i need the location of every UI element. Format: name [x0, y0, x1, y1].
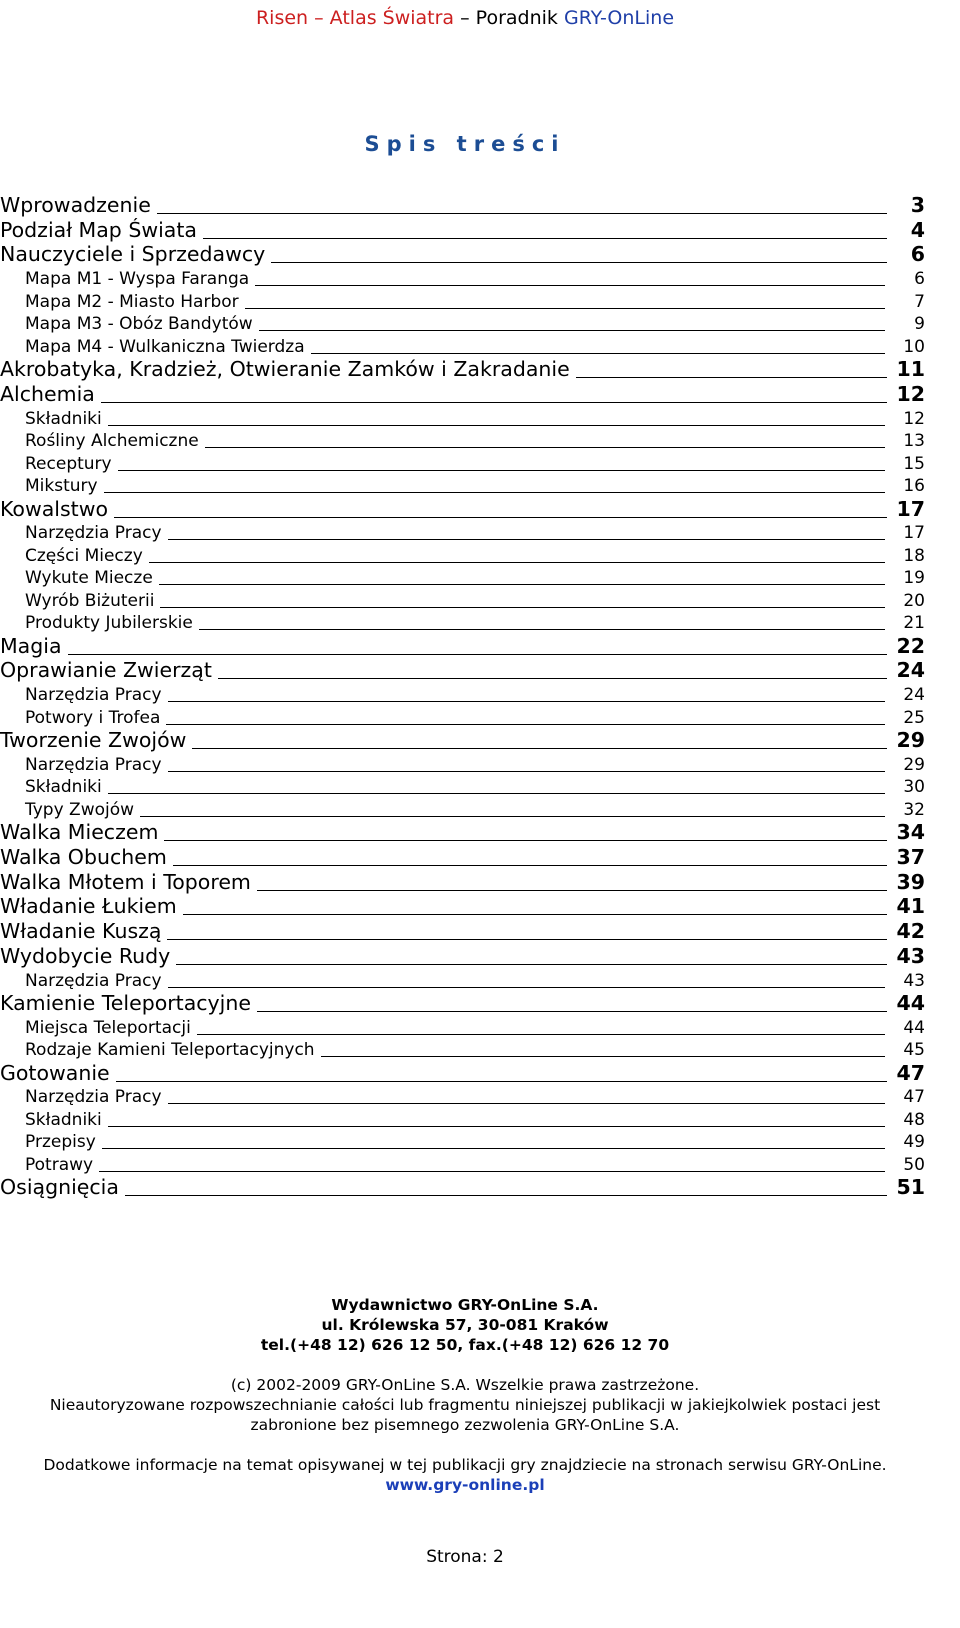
- toc-subentry[interactable]: [0, 451, 925, 474]
- toc-subentry[interactable]: [0, 334, 925, 357]
- toc-entry-label: Kamienie Teleportacyjne: [0, 991, 251, 1015]
- toc-entry[interactable]: [0, 990, 925, 1015]
- toc-entry-page: 42: [896, 919, 925, 944]
- toc-subentry[interactable]: [0, 520, 925, 543]
- footer-notice-line2: zabronione bez pisemnego zezwolenia GRY-OnLine S.A.: [250, 1416, 680, 1434]
- toc-entry-page: 24: [903, 685, 925, 706]
- toc-leader-line: [140, 816, 885, 817]
- footer-phone: tel.(+48 12) 626 12 50, fax.(+48 12) 626 12 70: [260, 1336, 670, 1354]
- toc-entry-page: 44: [903, 1017, 925, 1038]
- toc-subentry[interactable]: [0, 428, 925, 451]
- toc-entry-page: 22: [896, 633, 925, 658]
- toc-entry-page: 49: [903, 1132, 925, 1153]
- toc-entry[interactable]: [0, 918, 925, 943]
- toc-leader-line: [68, 654, 887, 655]
- toc-entry-page: 9: [914, 314, 925, 335]
- toc-entry-label: Narzędzia Pracy: [25, 970, 162, 991]
- toc-entry-label: Potwory i Trofea: [25, 707, 161, 728]
- toc-leader-line: [173, 865, 887, 866]
- toc-entry-label: Walka Mieczem: [0, 820, 159, 845]
- page-number: Strona: 2: [426, 1547, 504, 1567]
- header-subtitle: – Poradnik: [460, 7, 558, 29]
- toc-leader-line: [321, 1056, 885, 1057]
- toc-entry-label: Przepisy: [25, 1132, 96, 1153]
- toc-entry-label: Magia: [0, 633, 62, 658]
- toc-leader-line: [108, 425, 885, 426]
- toc-entry-label: Składniki: [25, 408, 102, 429]
- toc-entry-page: 11: [896, 357, 925, 382]
- toc-entry-label: Władanie Łukiem: [0, 894, 177, 919]
- toc-leader-line: [108, 1126, 885, 1127]
- toc-entry-page: 19: [903, 568, 925, 589]
- toc-leader-line: [125, 1195, 887, 1196]
- toc-entry-label: Alchemia: [0, 381, 95, 406]
- toc-leader-line: [218, 678, 887, 679]
- toc-leader-line: [176, 964, 887, 965]
- toc-entry[interactable]: [0, 633, 925, 658]
- toc-entry[interactable]: [0, 192, 925, 217]
- toc-entry-page: 16: [903, 476, 925, 496]
- toc-entry-label: Tworzenie Zwojów: [0, 728, 187, 753]
- toc-leader-line: [157, 213, 887, 214]
- toc-leader-line: [160, 607, 885, 608]
- toc-entry-page: 20: [903, 590, 925, 611]
- toc-entry-label: Potrawy: [25, 1154, 94, 1175]
- toc-subentry[interactable]: [0, 752, 925, 775]
- toc-entry-page: 15: [903, 453, 925, 474]
- toc-entry[interactable]: [0, 1060, 925, 1085]
- toc-entry-label: Walka Obuchem: [0, 845, 167, 869]
- toc-leader-line: [99, 1171, 885, 1172]
- header-title: Risen – Atlas Światra: [255, 7, 455, 29]
- toc-subentry[interactable]: [0, 1037, 925, 1060]
- toc-subentry[interactable]: [0, 1015, 925, 1038]
- footer-info: Dodatkowe informacje na temat opisywanej w tej publikacji gry znajdziecie na stronach serwisu GRY-OnLine.: [43, 1456, 887, 1474]
- toc-subentry[interactable]: [0, 797, 925, 820]
- toc-entry-page: 21: [903, 613, 925, 634]
- toc-entry-label: Mikstury: [25, 476, 98, 496]
- toc-leader-line: [167, 939, 887, 940]
- toc-subentry[interactable]: [0, 311, 925, 334]
- toc-entry-page: 10: [903, 336, 925, 357]
- toc-entry-page: 47: [896, 1060, 925, 1085]
- toc-entry-label: Narzędzia Pracy: [25, 1087, 162, 1108]
- toc-entry-page: 32: [903, 799, 925, 820]
- toc-entry-label: Nauczyciele i Sprzedawcy: [0, 242, 266, 267]
- toc-leader-line: [101, 402, 887, 403]
- toc-entry-page: 29: [896, 728, 925, 753]
- toc-entry[interactable]: [0, 381, 925, 406]
- toc-entry-label: Władanie Kuszą: [0, 919, 162, 944]
- toc-entry-page: 17: [896, 496, 925, 521]
- toc-leader-line: [159, 584, 885, 585]
- toc-entry-page: 50: [903, 1154, 925, 1175]
- toc-entry-page: 30: [903, 777, 925, 798]
- toc-entry-label: Narzędzia Pracy: [25, 754, 162, 775]
- toc-leader-line: [168, 539, 885, 540]
- footer-url-wrap: [0, 1476, 930, 1494]
- toc-leader-line: [192, 748, 887, 749]
- footer-copyright: (c) 2002-2009 GRY-OnLine S.A. Wszelkie prawa zastrzeżone.: [230, 1376, 700, 1394]
- toc-entry[interactable]: [0, 943, 925, 968]
- toc-entry-label: Części Mieczy: [25, 545, 143, 566]
- toc-entry[interactable]: [0, 893, 925, 918]
- toc-entry-page: 17: [903, 523, 925, 544]
- toc-entry[interactable]: [0, 356, 925, 381]
- toc-subentry[interactable]: [0, 1152, 925, 1175]
- toc-leader-line: [203, 238, 887, 239]
- toc-entry-page: 44: [896, 991, 925, 1015]
- toc-leader-line: [271, 262, 887, 263]
- toc-leader-line: [199, 629, 885, 630]
- toc-entry-label: Rośliny Alchemiczne: [25, 431, 199, 451]
- toc-title: Spis treści: [364, 132, 566, 156]
- toc-entry-label: Walka Młotem i Toporem: [0, 869, 251, 894]
- toc-leader-line: [116, 1081, 887, 1082]
- toc-leader-line: [166, 724, 885, 725]
- toc-entry[interactable]: [0, 1174, 925, 1199]
- toc-entry-page: 45: [903, 1040, 925, 1061]
- toc-entry-page: 4: [910, 217, 925, 242]
- toc-subentry[interactable]: [0, 1129, 925, 1152]
- toc-leader-line: [576, 377, 887, 378]
- toc-entry-page: 6: [910, 242, 925, 267]
- toc-entry-page: 3: [910, 193, 925, 217]
- toc-entry-label: Wydobycie Rudy: [0, 943, 171, 968]
- toc-entry-label: Oprawianie Zwierząt: [0, 658, 212, 683]
- toc-leader-line: [255, 285, 885, 286]
- toc-entry-label: Wyrób Biżuterii: [25, 590, 155, 611]
- toc-entry-page: 29: [903, 754, 925, 775]
- toc-leader-line: [168, 771, 885, 772]
- toc-leader-line: [168, 1103, 885, 1104]
- toc-entry-label: Gotowanie: [0, 1060, 110, 1085]
- toc-entry-label: Kowalstwo: [0, 496, 109, 521]
- toc-entry-page: 6: [914, 269, 925, 290]
- toc-entry-label: Składniki: [25, 1109, 102, 1130]
- toc-entry-label: Składniki: [25, 777, 102, 798]
- toc-entry[interactable]: [0, 496, 925, 521]
- toc-entry-label: Mapa M3 - Obóz Bandytów: [25, 314, 253, 335]
- toc-entry-label: Miejsca Teleportacji: [25, 1017, 191, 1038]
- toc-subentry[interactable]: [0, 774, 925, 797]
- toc-entry-page: 39: [896, 869, 925, 894]
- toc-subentry[interactable]: [0, 289, 925, 312]
- toc-leader-line: [197, 1034, 885, 1035]
- toc-entry-label: Narzędzia Pracy: [25, 685, 162, 706]
- toc-leader-line: [245, 308, 885, 309]
- toc-entry-label: Typy Zwojów: [25, 799, 135, 820]
- toc-subentry[interactable]: [0, 610, 925, 633]
- toc-entry-label: Podział Map Świata: [0, 217, 197, 242]
- footer-notice-line1: Nieautoryzowane rozpowszechnianie całości lub fragmentu niniejszej publikacji w jakiejkolwiek postaci jest: [49, 1396, 881, 1414]
- toc-entry-page: 25: [903, 707, 925, 728]
- toc-leader-line: [183, 914, 887, 915]
- toc-entry-page: 48: [903, 1109, 925, 1130]
- toc-subentry[interactable]: [0, 266, 925, 289]
- toc-entry-page: 13: [903, 431, 925, 451]
- toc-subentry[interactable]: [0, 1084, 925, 1107]
- toc-subentry[interactable]: [0, 565, 925, 588]
- toc-entry-page: 24: [896, 658, 925, 683]
- toc-subentry[interactable]: [0, 968, 925, 991]
- toc-entry-page: 43: [896, 943, 925, 968]
- toc-entry-page: 41: [896, 894, 925, 919]
- toc-entry-label: Wprowadzenie: [0, 193, 151, 217]
- toc-subentry[interactable]: [0, 682, 925, 705]
- toc-entry[interactable]: [0, 241, 925, 266]
- toc-entry-label: Receptury: [25, 453, 112, 474]
- toc-leader-line: [108, 793, 885, 794]
- toc-entry-label: Osiągnięcia: [0, 1175, 119, 1200]
- toc-leader-line: [311, 353, 885, 354]
- toc-leader-line: [257, 890, 887, 891]
- toc-entry[interactable]: [0, 819, 925, 844]
- toc-subentry[interactable]: [0, 473, 925, 496]
- toc-entry-page: 47: [903, 1087, 925, 1108]
- toc-entry-page: 7: [914, 291, 925, 312]
- toc-subentry[interactable]: [0, 705, 925, 728]
- toc-leader-line: [168, 987, 885, 988]
- toc-entry-label: Produkty Jubilerskie: [25, 613, 193, 634]
- toc-leader-line: [114, 517, 887, 518]
- toc-entry[interactable]: [0, 869, 925, 894]
- toc-subentry[interactable]: [0, 406, 925, 429]
- toc-leader-line: [164, 840, 887, 841]
- toc-subentry[interactable]: [0, 588, 925, 611]
- toc-entry-page: 51: [896, 1175, 925, 1200]
- toc-entry[interactable]: [0, 217, 925, 242]
- toc-entry-label: Narzędzia Pracy: [25, 523, 162, 544]
- website-link[interactable]: www.gry-online.pl: [385, 1476, 545, 1494]
- page-header: [0, 7, 930, 29]
- toc-entry-page: 12: [903, 408, 925, 429]
- header-brand: GRY-OnLine: [563, 7, 675, 29]
- toc-entry-page: 43: [903, 970, 925, 991]
- toc-entry-label: Mapa M2 - Miasto Harbor: [25, 291, 239, 312]
- toc-leader-line: [168, 701, 885, 702]
- toc-leader-line: [257, 1011, 887, 1012]
- toc-leader-line: [102, 1148, 885, 1149]
- toc-leader-line: [104, 492, 885, 493]
- toc-entry-page: 18: [903, 545, 925, 566]
- toc-subentry[interactable]: [0, 1107, 925, 1130]
- toc-entry-label: Akrobatyka, Kradzież, Otwieranie Zamków i Zakradanie: [0, 357, 570, 382]
- toc-entry-page: 37: [896, 845, 925, 869]
- footer-address: ul. Królewska 57, 30-081 Kraków: [321, 1316, 609, 1334]
- toc-entry[interactable]: [0, 844, 925, 869]
- toc-entry-label: Mapa M4 - Wulkaniczna Twierdza: [25, 336, 305, 357]
- footer-publisher: Wydawnictwo GRY-OnLine S.A.: [331, 1296, 599, 1314]
- toc-subentry[interactable]: [0, 543, 925, 566]
- toc-entry[interactable]: [0, 727, 925, 752]
- toc-entry-label: Wykute Miecze: [25, 568, 153, 589]
- toc-leader-line: [205, 447, 885, 448]
- toc-entry[interactable]: [0, 657, 925, 682]
- toc-entry-page: 34: [896, 820, 925, 845]
- toc-leader-line: [259, 330, 885, 331]
- toc-leader-line: [149, 562, 885, 563]
- toc-leader-line: [118, 470, 885, 471]
- toc-entry-label: Rodzaje Kamieni Teleportacyjnych: [25, 1040, 315, 1061]
- toc-entry-page: 12: [896, 381, 925, 406]
- toc-entry-label: Mapa M1 - Wyspa Faranga: [25, 269, 250, 290]
